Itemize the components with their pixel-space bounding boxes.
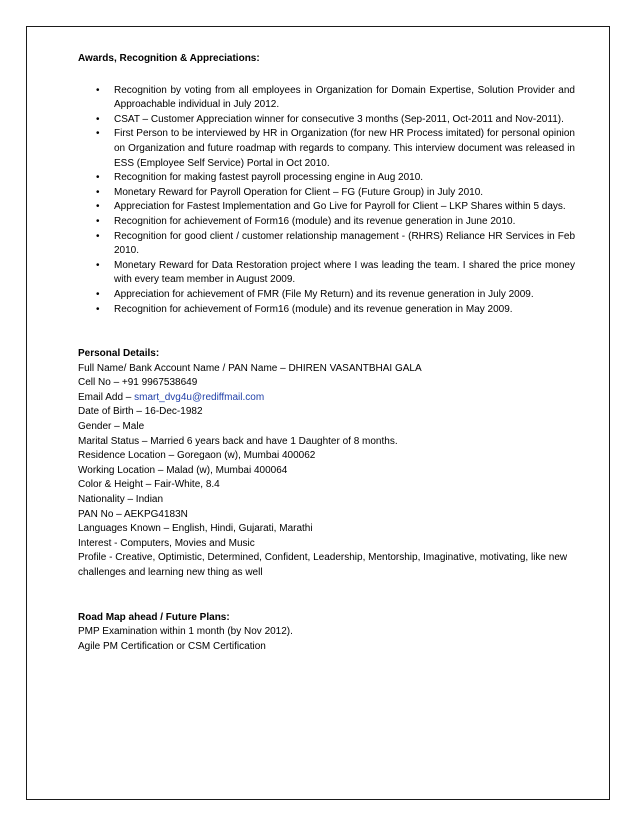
list-item: • Recognition for achievement of Form16 (module) and its revenue generation in May 2009. (78, 303, 575, 318)
bullet-icon: • (96, 128, 100, 140)
list-item: • CSAT – Customer Appreciation winner for consecutive 3 months (Sep-2011, Oct-2011 and Nov-2011). (78, 113, 575, 128)
bullet-icon: • (96, 230, 100, 242)
list-item: • Recognition for making fastest payroll processing engine in Aug 2010. (78, 171, 575, 186)
bullet-icon: • (96, 288, 100, 300)
nationality: Nationality – Indian (78, 494, 164, 506)
bullet-icon: • (96, 84, 100, 96)
roadmap-item: PMP Examination within 1 month (by Nov 2012). (78, 626, 293, 638)
bullet-icon: • (96, 215, 100, 227)
resume-page (78, 52, 575, 654)
pan-number: PAN No – AEKPG4183N (78, 508, 188, 520)
languages: Languages Known – English, Hindi, Gujarati, Marathi (78, 523, 313, 535)
profile: Profile - Creative, Optimistic, Determined, Confident, Leadership, Mentorship, Imaginative, motivating, like new challenges and learning new thing as well (78, 552, 568, 578)
list-item: • Monetary Reward for Data Restoration project where I was leading the team. I shared the price money with every team member in August 2009. (96, 259, 575, 286)
working-location: Working Location – Malad (w), Mumbai 400064 (78, 464, 288, 476)
list-item: • Recognition for good client / customer relationship management - (RHRS) Reliance HR Services in Feb 2010. (96, 230, 575, 257)
bullet-icon: • (96, 259, 100, 271)
list-item: • Appreciation for Fastest Implementation and Go Live for Payroll for Client – LKP Shares within 5 days. (78, 200, 575, 215)
list-item: • First Person to be interviewed by HR in Organization (for new HR Process imitated) for personal opinion on Organization and future roadmap with regards to company. This interview document was released in ESS (Employee Self Service) Portal in Oct 2010. (96, 128, 575, 169)
interest: Interest - Computers, Movies and Music (78, 537, 255, 549)
date-of-birth: Date of Birth – 16-Dec-1982 (78, 406, 203, 418)
bullet-icon: • (96, 201, 100, 213)
color-height: Color & Height – Fair-White, 8.4 (78, 479, 220, 491)
list-item: • Appreciation for achievement of FMR (File My Return) and its revenue generation in July 2009. (78, 288, 575, 303)
marital-status: Marital Status – Married 6 years back and have 1 Daughter of 8 months. (78, 435, 398, 447)
roadmap-section (78, 611, 575, 655)
email-line: Email Add – smart_dvg4u@rediffmail.com (78, 391, 265, 403)
roadmap-heading: Road Map ahead / Future Plans: (78, 611, 230, 623)
residence-location: Residence Location – Goregaon (w), Mumbai 400062 (78, 450, 316, 462)
gender: Gender – Male (78, 421, 145, 433)
cell-number: Cell No – +91 9967538649 (78, 377, 198, 389)
bullet-icon: • (96, 303, 100, 315)
full-name: Full Name/ Bank Account Name / PAN Name – DHIREN VASANTBHAI GALA (78, 362, 422, 374)
list-item: • Monetary Reward for Payroll Operation for Client – FG (Future Group) in July 2010. (78, 186, 575, 201)
personal-details-heading: Personal Details: (78, 348, 160, 360)
email-link[interactable]: smart_dvg4u@rediffmail.com (134, 391, 265, 403)
awards-list (78, 84, 575, 318)
bullet-icon: • (96, 186, 100, 198)
awards-heading: Awards, Recognition & Appreciations: (78, 53, 260, 64)
bullet-icon: • (96, 172, 100, 184)
bullet-icon: • (96, 113, 100, 125)
list-item: • Recognition by voting from all employees in Organization for Domain Expertise, Solution Provider and Approachable individual in July 2012. (96, 84, 575, 111)
roadmap-item: Agile PM Certification or CSM Certification (78, 640, 266, 652)
personal-details-section (78, 347, 575, 581)
list-item: • Recognition for achievement of Form16 (module) and its revenue generation in June 2010. (78, 215, 575, 230)
